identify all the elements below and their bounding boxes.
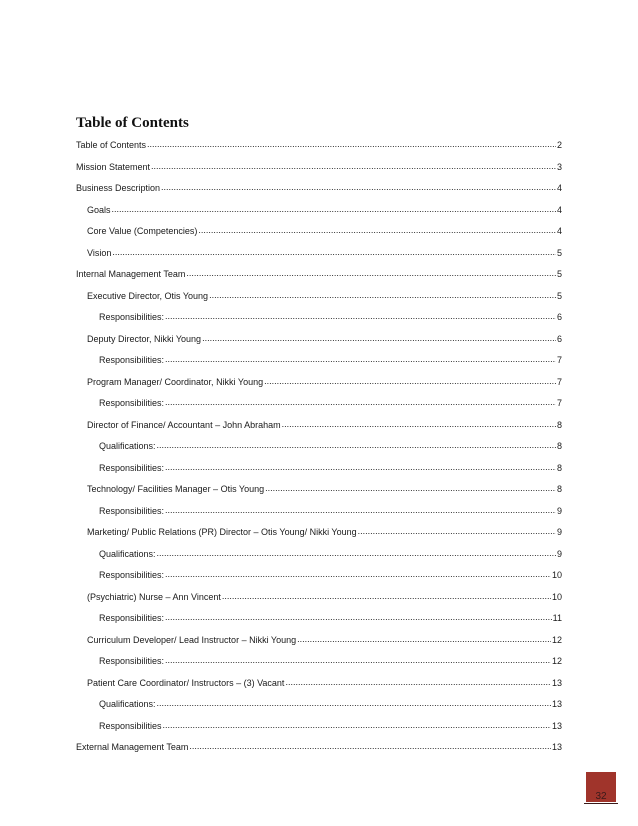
toc-dot-leader [186,263,556,285]
toc-dot-leader [163,715,551,737]
toc-entry-page: 11 [552,613,562,623]
toc-entry-label: Technology/ Facilities Manager – Otis Young [87,484,265,494]
toc-entry[interactable] [76,372,562,394]
toc-entry-page: 13 [551,699,562,709]
toc-entry[interactable] [76,673,562,695]
toc-entry-label: Qualifications: [99,548,156,559]
toc-entry[interactable] [76,307,562,329]
toc-entry-label: Qualifications: [99,699,156,709]
toc-entry-label: Patient Care Coordinator/ Instructors – (3) Vacant [87,677,285,688]
toc-dot-leader [112,242,556,264]
toc-dot-leader [297,629,551,651]
toc-entry-page: 12 [551,634,562,645]
toc-dot-leader [157,543,556,565]
toc-dot-leader [202,328,556,350]
toc-entry[interactable] [76,415,562,437]
toc-entry-page: 10 [551,570,562,580]
toc-entry-page: 13 [551,720,562,731]
toc-entry[interactable] [76,178,562,200]
toc-entry-page: 8 [556,484,562,494]
toc-entry[interactable] [76,221,562,243]
toc-entry[interactable] [76,716,562,738]
toc-entry[interactable] [76,479,562,501]
toc-dot-leader [285,672,551,694]
toc-entry-page: 6 [556,312,562,322]
toc-dot-leader [358,521,556,543]
toc-entry[interactable] [76,522,562,544]
toc-entry-label: Responsibilities: [99,570,165,580]
toc-entry-page: 2 [556,140,562,150]
toc-entry[interactable] [76,157,562,179]
toc-entry[interactable] [76,329,562,351]
toc-entry-page: 4 [556,226,562,236]
toc-dot-leader [157,693,551,715]
toc-entry[interactable] [76,565,562,587]
toc-entry[interactable] [76,264,562,286]
toc-dot-leader [112,199,556,221]
toc-entry-label: Responsibilities: [99,398,165,408]
toc-entry-page: 4 [556,204,562,215]
toc-dot-leader [165,500,556,522]
toc-entry[interactable] [76,458,562,480]
toc-dot-leader [222,586,551,608]
toc-entry-label: Executive Director, Otis Young [87,290,209,301]
toc-entry-label: Deputy Director, Nikki Young [87,333,202,344]
toc-entry[interactable] [76,587,562,609]
toc-entry-page: 9 [556,505,562,516]
toc-entry-page: 8 [556,441,562,451]
toc-dot-leader [151,156,556,178]
toc-entry-label: External Management Team [76,742,189,752]
toc-dot-leader [165,392,556,414]
toc-entry[interactable] [76,501,562,523]
toc-entry[interactable] [76,350,562,372]
toc-entry-page: 5 [556,247,562,258]
toc-dot-leader [161,177,556,199]
toc-entry[interactable] [76,694,562,716]
toc-entry[interactable] [76,286,562,308]
toc-entry[interactable] [76,243,562,265]
toc-dot-leader [209,285,556,307]
toc-entry[interactable] [76,630,562,652]
page-number: 32 [595,791,607,802]
toc-dot-leader [165,457,556,479]
toc-dot-leader [165,564,551,586]
toc-entry-label: Responsibilities: [99,312,165,322]
toc-entry-label: Internal Management Team [76,269,186,279]
toc-entry[interactable] [76,436,562,458]
toc-entry-page: 13 [551,677,562,688]
toc-entry-page: 7 [556,398,562,408]
toc-entry-label: Goals [87,204,111,215]
toc-entry-page: 10 [551,591,562,602]
toc-dot-leader [165,349,556,371]
toc-entry-label: Responsibilities: [99,355,165,365]
toc-entry-label: Qualifications: [99,441,156,451]
toc-dot-leader [165,607,552,629]
toc-entry[interactable] [76,608,562,630]
toc-entry-label: (Psychiatric) Nurse – Ann Vincent [87,591,221,602]
toc-title: Table of Contents [76,115,189,131]
toc-entry-page: 5 [556,290,562,301]
toc-entry[interactable] [76,651,562,673]
toc-entry-page: 7 [556,355,562,365]
toc-entry-label: Business Description [76,183,161,193]
toc-dot-leader [189,736,551,758]
toc-entry-label: Responsibilities: [99,462,165,473]
toc-entry-label: Mission Statement [76,161,151,172]
toc-entry-label: Responsibilities: [99,656,165,666]
toc-dot-leader [157,435,556,457]
toc-dot-leader [165,650,551,672]
toc-list [76,135,562,759]
page-number-underline [584,803,618,804]
toc-entry-label: Director of Finance/ Accountant – John Abraham [87,419,281,430]
toc-dot-leader [282,414,556,436]
toc-entry[interactable] [76,393,562,415]
toc-entry-page: 9 [556,548,562,559]
toc-entry-page: 13 [551,742,562,752]
toc-entry-label: Core Value (Competencies) [87,226,198,236]
toc-entry-label: Responsibilities: [99,505,165,516]
toc-entry-page: 8 [556,462,562,473]
toc-entry-page: 5 [556,269,562,279]
toc-entry-page: 4 [556,183,562,193]
toc-dot-leader [264,371,556,393]
toc-entry-label: Table of Contents [76,140,147,150]
toc-entry-page: 8 [556,419,562,430]
toc-entry-page: 7 [556,376,562,387]
toc-entry-page: 6 [556,333,562,344]
toc-entry-label: Curriculum Developer/ Lead Instructor – Nikki Young [87,634,297,645]
toc-entry-label: Vision [87,247,112,258]
toc-entry-label: Responsibilities [99,720,162,731]
toc-entry-label: Responsibilities: [99,613,165,623]
toc-dot-leader [265,478,556,500]
toc-entry-page: 12 [551,656,562,666]
toc-entry-label: Program Manager/ Coordinator, Nikki Young [87,376,264,387]
toc-entry-label: Marketing/ Public Relations (PR) Director – Otis Young/ Nikki Young [87,527,357,537]
toc-entry[interactable] [76,544,562,566]
toc-entry-page: 3 [556,161,562,172]
toc-dot-leader [147,134,556,156]
toc-dot-leader [198,220,556,242]
toc-dot-leader [165,306,556,328]
toc-entry[interactable] [76,200,562,222]
toc-entry[interactable] [76,737,562,759]
toc-entry-page: 9 [556,527,562,537]
toc-entry[interactable] [76,135,562,157]
